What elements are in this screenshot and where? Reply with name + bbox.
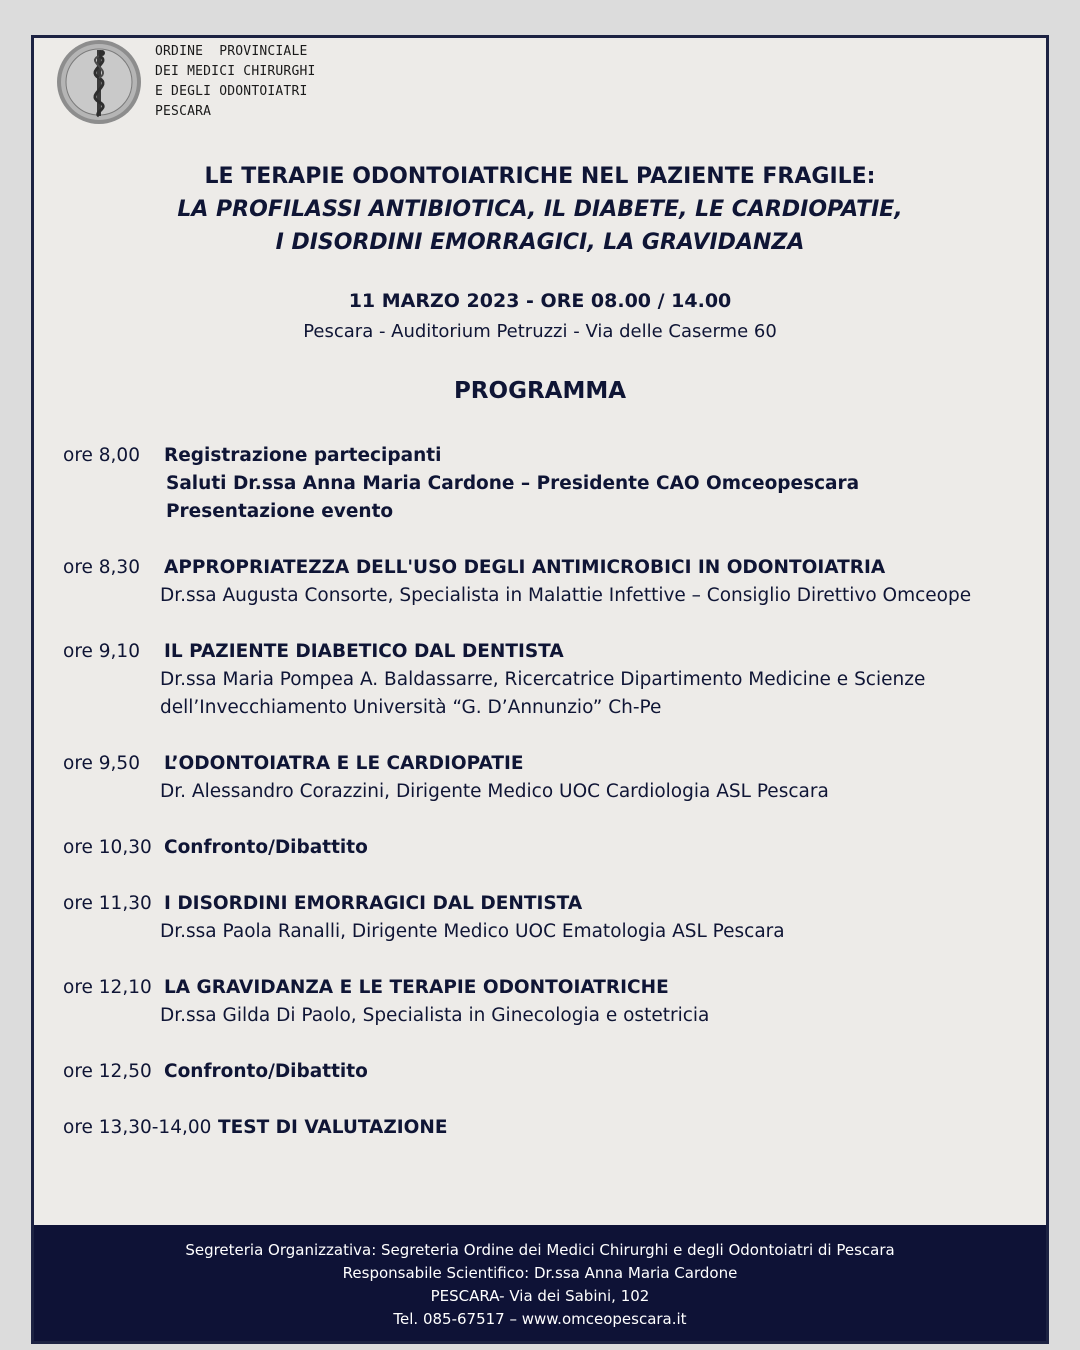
footer-contacts: Tel. 085-67517 – www.omceopescara.it (393, 1310, 687, 1328)
program-title: TEST DI VALUTAZIONE (218, 1117, 448, 1138)
program-speaker: dell’Invecchiamento Università “G. D’Annunzio” Ch-Pe (160, 697, 662, 718)
program-title: Confronto/Dibattito (164, 1061, 368, 1082)
event-venue: Pescara - Auditorium Petruzzi - Via delle Caserme 60 (303, 321, 777, 342)
org-line: E DEGLI ODONTOIATRI (155, 84, 308, 99)
footer-band (34, 1225, 1046, 1341)
program-heading: PROGRAMMA (453, 378, 627, 404)
program-speaker: Dr.ssa Maria Pompea A. Baldassarre, Ricercatrice Dipartimento Medicine e Scienze (160, 669, 926, 690)
program-title: Saluti Dr.ssa Anna Maria Cardone – Presidente CAO Omceopescara (166, 473, 860, 494)
title-line-3: I DISORDINI EMORRAGICI, LA GRAVIDANZA (275, 230, 805, 255)
organization-name (155, 42, 316, 122)
flyer-frame (31, 35, 1049, 1344)
org-line: DEI MEDICI CHIRURGHI (155, 64, 316, 79)
program-title: I DISORDINI EMORRAGICI DAL DENTISTA (164, 893, 583, 914)
program-time: ore 9,50 (63, 753, 140, 774)
program-speaker: Dr.ssa Paola Ranalli, Dirigente Medico UOC Ematologia ASL Pescara (160, 921, 785, 942)
program-speaker: Dr.ssa Augusta Consorte, Specialista in Malattie Infettive – Consiglio Direttivo Omceope (160, 585, 972, 606)
program-time: ore 8,30 (63, 557, 140, 578)
org-line: PESCARA (155, 104, 212, 119)
program-speaker: Dr. Alessandro Corazzini, Dirigente Medico UOC Cardiologia ASL Pescara (160, 781, 829, 802)
program-time: ore 11,30 (63, 893, 152, 914)
event-title (34, 160, 1046, 259)
program-speaker: Dr.ssa Gilda Di Paolo, Specialista in Ginecologia e ostetricia (160, 1005, 710, 1026)
program-time: ore 8,00 (63, 445, 140, 466)
event-date: 11 MARZO 2023 - ORE 08.00 / 14.00 (348, 290, 732, 312)
title-line-1: LE TERAPIE ODONTOIATRICHE NEL PAZIENTE FRAGILE: (204, 164, 876, 189)
program-title: Presentazione evento (166, 501, 394, 522)
org-line: ORDINE PROVINCIALE (155, 44, 308, 59)
footer-address: PESCARA- Via dei Sabini, 102 (430, 1287, 650, 1305)
caduceus-seal-logo (55, 38, 143, 126)
program-time: ore 13,30-14,00 (63, 1117, 212, 1138)
program-time: ore 9,10 (63, 641, 140, 662)
title-line-2: LA PROFILASSI ANTIBIOTICA, IL DIABETE, LE CARDIOPATIE, (177, 197, 903, 222)
program-title: Registrazione partecipanti (164, 445, 442, 466)
program-time: ore 12,50 (63, 1061, 152, 1082)
program-time: ore 12,10 (63, 977, 152, 998)
program-time: ore 10,30 (63, 837, 152, 858)
program-title: APPROPRIATEZZA DELL'USO DEGLI ANTIMICROBICI IN ODONTOIATRIA (164, 557, 886, 578)
footer-secretariat: Segreteria Organizzativa: Segreteria Ordine dei Medici Chirurghi e degli Odontoiatri di Pescara (185, 1241, 895, 1259)
program-title: Confronto/Dibattito (164, 837, 368, 858)
program-title: IL PAZIENTE DIABETICO DAL DENTISTA (164, 641, 564, 662)
program-title: L’ODONTOIATRA E LE CARDIOPATIE (164, 753, 524, 774)
footer-scientific-lead: Responsabile Scientifico: Dr.ssa Anna Maria Cardone (342, 1264, 738, 1282)
program-title: LA GRAVIDANZA E LE TERAPIE ODONTOIATRICHE (164, 977, 669, 998)
